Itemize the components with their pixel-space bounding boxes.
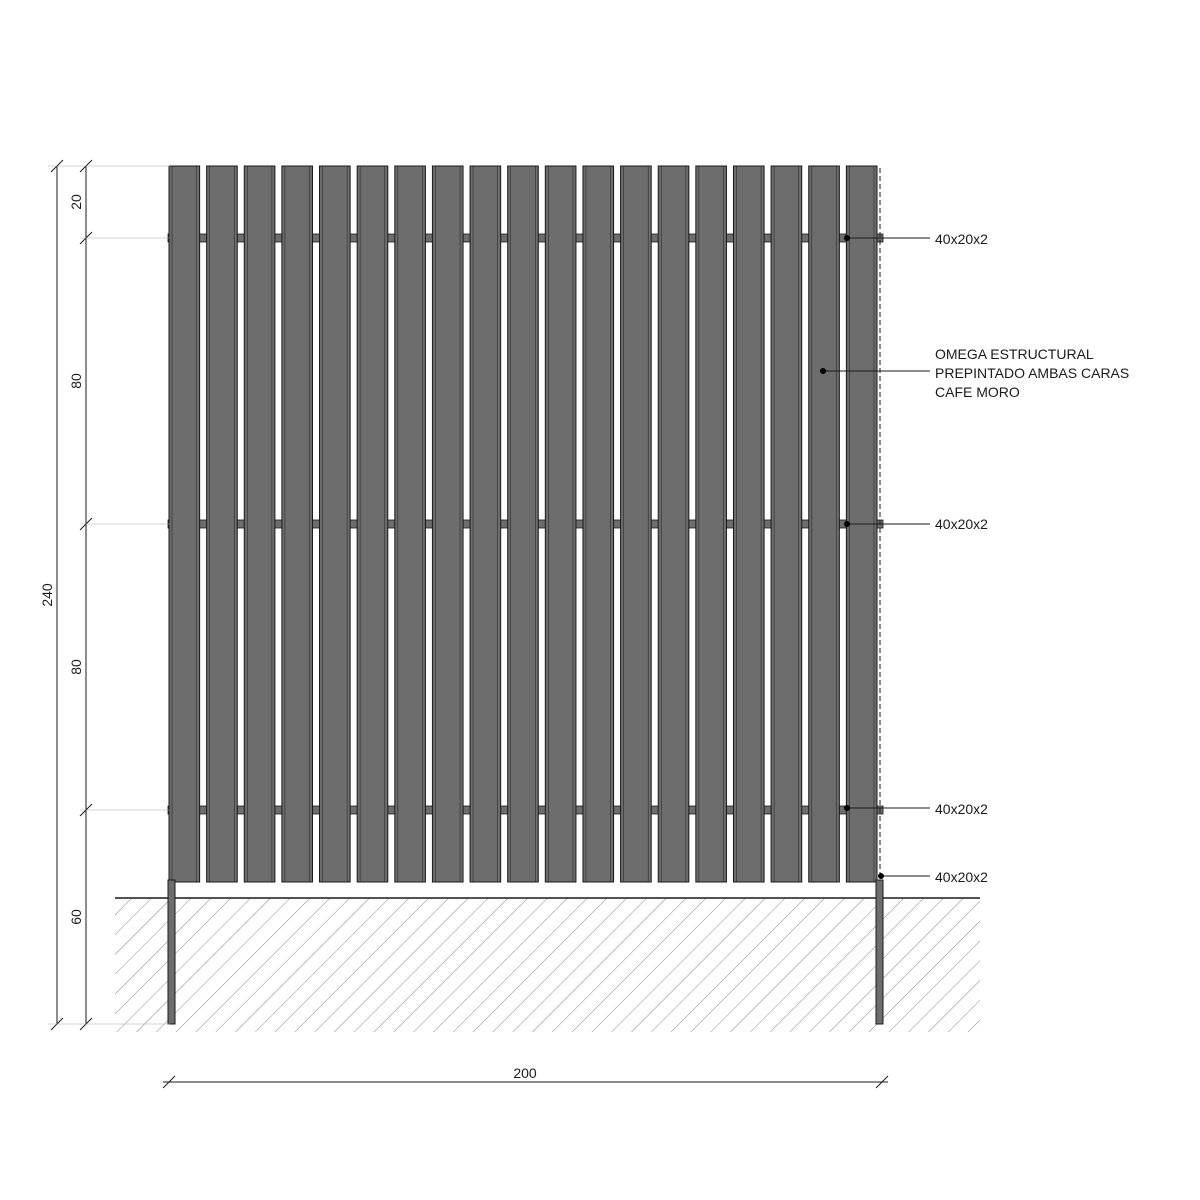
- slat-16: [733, 166, 764, 882]
- label-omega-line2: PREPINTADO AMBAS CARAS: [935, 365, 1130, 381]
- right-post: [876, 880, 883, 1024]
- slat-11: [545, 166, 576, 882]
- slat-3: [244, 166, 275, 882]
- dim-top-segment: 20: [68, 194, 84, 210]
- dot-rail-top: [844, 235, 850, 241]
- slat-4: [282, 166, 313, 882]
- dim-width: 200: [513, 1065, 537, 1081]
- dot-omega: [820, 368, 826, 374]
- label-omega-line3: CAFE MORO: [935, 384, 1020, 400]
- dim-total-height: 240: [39, 583, 55, 607]
- label-omega-line1: OMEGA ESTRUCTURAL: [935, 346, 1094, 362]
- dim-buried-segment: 60: [68, 909, 84, 925]
- slat-2: [207, 166, 238, 882]
- ground-hatch: [115, 898, 980, 1032]
- dot-rail-bottom: [844, 805, 850, 811]
- slat-17: [771, 166, 802, 882]
- slat-5: [320, 166, 351, 882]
- dot-rail-middle: [844, 521, 850, 527]
- ground: [115, 898, 980, 1032]
- slat-12: [583, 166, 614, 882]
- slat-15: [696, 166, 727, 882]
- slat-14: [658, 166, 689, 882]
- label-rail-bottom: 40x20x2: [935, 801, 988, 817]
- slat-13: [621, 166, 652, 882]
- dimension-extension-lines: [48, 166, 170, 1024]
- left-post: [168, 880, 175, 1024]
- slat-8: [432, 166, 463, 882]
- label-post: 40x20x2: [935, 869, 988, 885]
- slat-9: [470, 166, 501, 882]
- label-rail-middle: 40x20x2: [935, 516, 988, 532]
- slat-10: [508, 166, 539, 882]
- slat-6: [357, 166, 388, 882]
- dim-lower-segment: 80: [68, 659, 84, 675]
- label-rail-top: 40x20x2: [935, 231, 988, 247]
- dot-post: [878, 873, 884, 879]
- omega-slats: [169, 166, 877, 882]
- slat-1: [169, 166, 200, 882]
- dim-upper-segment: 80: [68, 373, 84, 389]
- slat-7: [395, 166, 426, 882]
- slat-18: [809, 166, 840, 882]
